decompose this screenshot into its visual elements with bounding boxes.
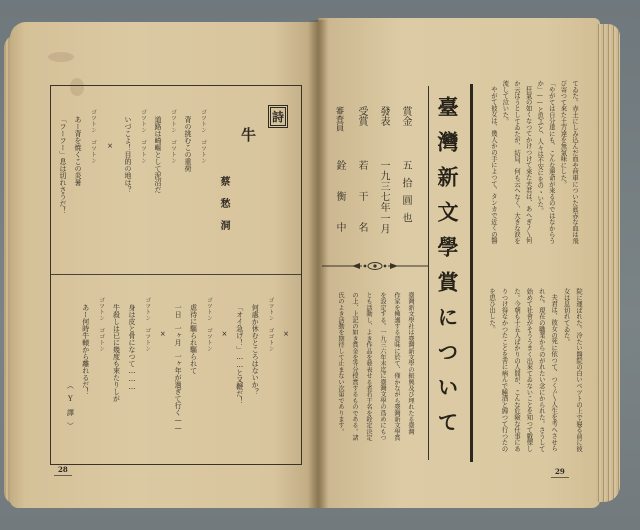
detail-value: 若干名 [356, 160, 367, 253]
notice-line: 作家を擁護する意味に於て、僅かながら臺灣新文學賞 [393, 292, 400, 441]
notice-line: の上、上記の如き賞金を等分授賞するものである。諸 [351, 292, 358, 441]
poem-lower-stanzas [55, 296, 293, 456]
paper-stain [48, 52, 74, 62]
story-line: か云はうとしてゐたが、結局、何も云へなく、大きな涙を [513, 80, 521, 244]
notice-line: 臺灣新文學社は臺灣新文學の振興及び埋れたる臺灣 [407, 292, 414, 435]
poem-line: 身は皮と骨になつて……… [127, 304, 136, 391]
poem-line: ゴツトン ゴツトン [205, 297, 212, 352]
story-line: 女は息切れてゐた。 [562, 288, 570, 345]
poem-author: 蔡愁洞 [218, 176, 229, 242]
award-details [326, 106, 416, 253]
stanza-separator: × [220, 330, 229, 338]
story-line: び寄つて來た土方達を無氣味にした。 [559, 80, 567, 188]
poem-line: 背の挑むこの重荷 [184, 116, 192, 172]
poem-line: ゴツトン ゴゴトン [98, 297, 105, 352]
poem-title: 牛 [241, 126, 257, 144]
story-line: れた。現在の職業からのがれたい念にかられた。さうして [537, 288, 545, 452]
story-line: た。今朝も十五人ばかりの人間が、こんな危險な仕事にあ [512, 288, 520, 452]
detail-value: 一九三七年一月 [378, 160, 389, 235]
story-line: 始めて社會がそううまく出來てゐないことを知つて戰慄し [525, 288, 533, 452]
poem-line: 「フーフー」息は切れさうだ！ [59, 116, 67, 214]
poem-line: 一日 一ヶ月 一ヶ年が過ぎて行く—— [174, 304, 183, 432]
poem-line: 虐待に驅られ驅られて [189, 304, 198, 374]
poem-line: あー背を焼くこの炎暑 [74, 116, 82, 186]
ornament-divider [322, 260, 428, 272]
story-line: 夫君は、彼女の死に依つて、つく〴〵人生を考へさせら [550, 294, 558, 452]
story-text-upper [486, 80, 580, 256]
award-border-thin [428, 86, 429, 460]
poem-line: 何處か休むところはないか？ [251, 304, 260, 395]
detail-value: 五拾圓也 [400, 160, 411, 230]
story-text-lower [484, 288, 584, 464]
poem-divider [51, 274, 301, 275]
poem-line: 牛殺しは已に幾度も來たりしが [112, 304, 121, 402]
detail-label: 發表 [378, 106, 389, 126]
detail-value: 銓衡中 [334, 160, 345, 253]
story-line: を思ひ出した。 [488, 288, 496, 333]
poem-line: ゴツトン ゴツトン [144, 297, 151, 352]
award-title: 臺灣新文學賞について [435, 96, 460, 446]
detail-label: 賞金 [400, 106, 411, 126]
notice-line: 氏のよき活動を期待して止まない次第であります。 [337, 292, 344, 435]
story-line: 流して泣いた。 [501, 80, 509, 125]
poem-line: あー何時牛轅から離れるだ！ [81, 304, 90, 395]
notice-line: とも活動し、よき作品を發表せる者若干名を銓定決定 [365, 292, 372, 441]
story-line: 「やがては自分達にも、こんな運命が來るのではなからう [547, 80, 555, 244]
poem-line: 「オイ急げ！」……と又鞭だ！ [235, 304, 244, 404]
story-line: りつけ得なかつたことを苦に病んで睡酒と歸つて行つたの [500, 288, 508, 452]
poem-line: ゴツトン ゴゴトン [267, 297, 274, 352]
page-number-left: 28 [54, 465, 72, 476]
poem-category-badge: 詩 [268, 105, 288, 128]
story-line: てゐた。赤土にしみ込んだ血や荷車についた眞赤な血は飛 [571, 80, 578, 244]
stanza-separator: × [106, 142, 114, 150]
story-line: やがて彼女は、幾人かの手によつて、タンカで近くの醫 [489, 86, 497, 244]
award-notice [331, 292, 417, 448]
poem-line: ゴツトン ゴツトン [170, 109, 176, 164]
page-number-right: 29 [551, 467, 569, 478]
poem-upper-stanzas [55, 108, 210, 220]
poem-line: ゴツトン ゴツトン [90, 109, 96, 164]
poem-line: ゴツトン ゴツトン [140, 109, 146, 164]
poem-line: ゴツトン ゴツトン [200, 109, 206, 164]
award-detail-judges [328, 106, 350, 253]
award-detail-recipients [350, 106, 372, 253]
story-line: か」——と思ふと、人々は不安にをのゝいた。 [536, 80, 544, 214]
detail-label: 審査員 [334, 106, 344, 132]
poem-line: 道路は崎嶇として泥沼だ [154, 116, 162, 193]
story-line: 狂氣の如くなつてかけつけて來た夫君は、あへぎ〳〵何 [524, 86, 532, 244]
award-detail-prize [394, 106, 416, 238]
right-page-edges [596, 24, 620, 502]
award-border-thick [470, 84, 473, 462]
translator-note: （Y譯） [66, 382, 75, 435]
story-line: 院に運ばれた。冷たい醫院の白いベツトの上で寢る前に彼 [575, 288, 582, 452]
stanza-separator: × [282, 330, 290, 338]
notice-line: を設定する。一九三六年末迄に臺灣文學の爲めにもつ [379, 292, 386, 441]
poem-line: いづこよ！目的の地は？ [124, 116, 132, 193]
stanza-separator: × [158, 330, 167, 338]
award-detail-announcement [372, 106, 394, 238]
detail-label: 受賞 [356, 106, 367, 126]
